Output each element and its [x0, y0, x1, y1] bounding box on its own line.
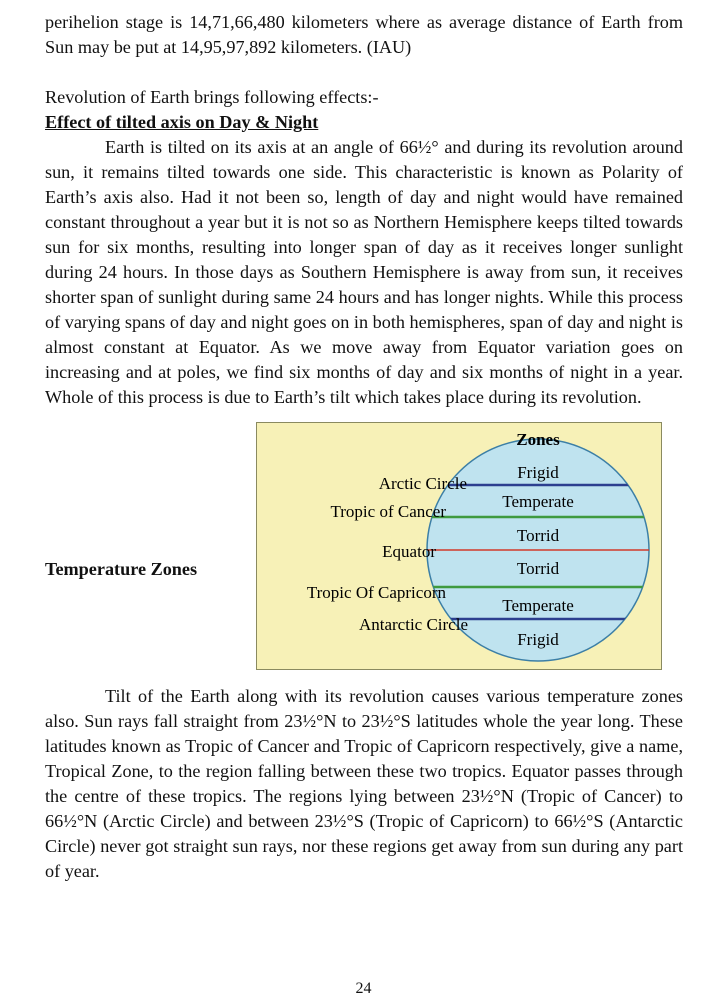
- page-content: [45, 10, 683, 884]
- figure-row: [45, 422, 683, 684]
- label-arctic-circle: Arctic Circle: [378, 474, 467, 493]
- zone-temperate-north: Temperate: [502, 492, 574, 511]
- zones-title: Zones: [516, 430, 560, 449]
- label-tropic-of-cancer: Tropic of Cancer: [330, 502, 446, 521]
- page-number: 24: [355, 980, 372, 997]
- zone-torrid-north: Torrid: [516, 526, 560, 545]
- figure-side-label: Temperature Zones: [45, 559, 198, 579]
- section-heading: Effect of tilted axis on Day & Night: [45, 112, 319, 132]
- paragraph-zones: Tilt of the Earth along with its revolution causes various temperature zones also. Sun rays fall straight from 23½°N to 23½°S latitudes whole the year long. These latitudes known as Tropic of Cancer and Tropic of Capricorn respectively, give a name, Tropical Zone, to the region falling between these two tropics. Equator passes through the centre of these tropics. The regions lying between 23½°N (Tropic of Cancer) to 66½°N (Arctic Circle) and between 23½°S (Tropic of Capricorn) to 66½°S (Antarctic Circle) never got straight sun rays, nor these regions get away from sun during any part of year.: [45, 686, 683, 881]
- paragraph-tilt: Earth is tilted on its axis at an angle of 66½° and during its revolution around sun, it remains tilted towards one side. This characteristic is known as Polarity of Earth’s axis also. Had it not been so, length of day and night would have remained constant throughout a year but it is not so as Northern Hemisphere keeps tilted towards sun for six months, resulting into longer span of day as it receives longer sunlight during 24 hours. In those days as Southern Hemisphere is away from sun, it receives shorter span of sunlight during same 24 hours and has longer nights. While this process of varying spans of day and night goes on in both hemispheres, span of day and night is almost constant at Equator. As we move away from Equator variation goes on increasing and at poles, we find six months of day and six months of night in a year. Whole of this process is due to Earth’s tilt which takes place during its revolution.: [45, 137, 683, 407]
- zone-temperate-south: Temperate: [502, 596, 574, 615]
- zone-frigid-south: Frigid: [517, 630, 559, 649]
- temperature-zones-figure: [256, 422, 662, 670]
- paragraph-intro: Revolution of Earth brings following effects:-: [45, 87, 379, 107]
- label-equator: Equator: [382, 542, 436, 561]
- label-tropic-of-capricorn: Tropic Of Capricorn: [306, 583, 446, 602]
- label-antarctic-circle: Antarctic Circle: [358, 615, 468, 634]
- zones-diagram: [257, 423, 661, 669]
- paragraph-continued: perihelion stage is 14,71,66,480 kilometers where as average distance of Earth from Sun may be put at 14,95,97,892 kilometers. (IAU): [45, 12, 683, 57]
- zone-frigid-north: Frigid: [517, 463, 559, 482]
- zone-torrid-south: Torrid: [516, 559, 560, 578]
